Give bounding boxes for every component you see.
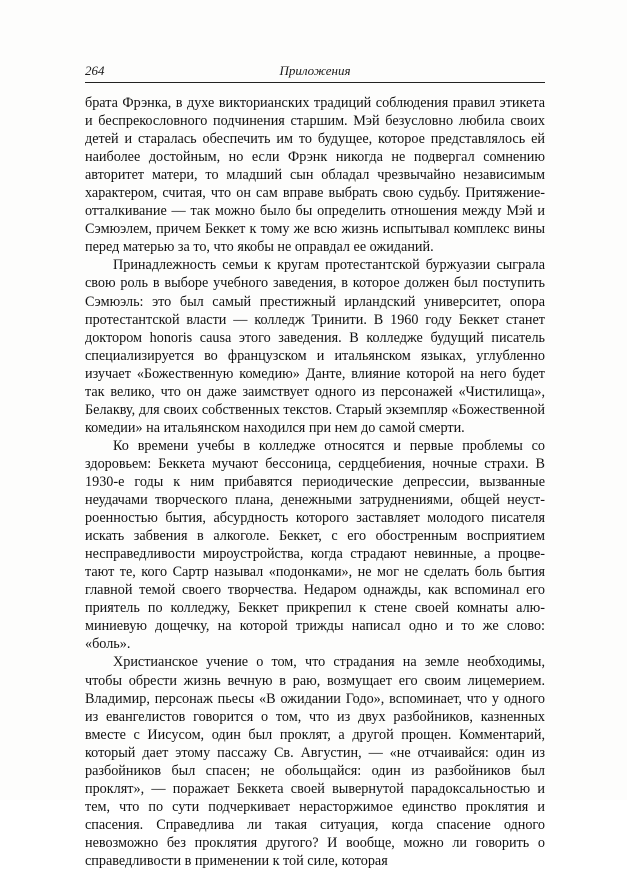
header-rule bbox=[85, 82, 545, 83]
paragraph: брата Фрэнка, в духе викторианских традиций соблюдения правил этикета и беспрекословного подчинения старшим. Мэй безусловно любила своих детей и старалась обеспечить им то будущее, которое представлялось ей наиболее достойным, но если Фрэнк никогда не подвергал сомнению авторитет матери, то младший сын обладал чрезвычайно независимым характером, считая, что он сам вправе выбрать свою судьбу. Притяжение-отталкивание — так можно было бы определить отношения между Мэй и Сэмюэлем, причем Беккет к тому же всю жизнь испытывал комплекс вины перед матерью за то, что якобы не оправдал ее ожиданий. bbox=[85, 95, 545, 256]
page-number: 264 bbox=[85, 63, 105, 78]
body-text bbox=[85, 94, 545, 870]
running-title: Приложения bbox=[279, 63, 351, 78]
paragraph: Христианское учение о том, что страдания на земле необходимы, чтобы обрести жизнь вечную в раю, возмущает его своим лицемерием. Владимир, персонаж пьесы «В ожидании Годо», вспоминает, что у одного из евангелистов говорится о том, что из двух разбойников, казненных вместе с Иисусом, один был проклят, а другой прощен. Комментарий, который дает этому пассажу Св. Августин, — «не отчаивайся: один из разбойников был спасен; не обольщайся: один из разбойников был проклят», — поражает Беккета своей вывернутой парадоксальностью и тем, что по сути подчеркивает нерасторжимое единство проклятия и спасения. Справедлива ли такая ситуация, когда спасение одного невозможно без проклятия другого? И вообще, можно ли говорить о справедливости в применении к той силе, которая bbox=[85, 654, 545, 869]
paragraph: Ко времени учебы в колледже относятся и первые проблемы со здоровьем: Беккета мучают бессоница, сердцебиения, ночные страхи. В 1930-е годы к ним прибавятся периодические депрессии, вызванные неудачами творческого плана, денежными затруднениями, общей неустроенностью бытия, абсурдность которого заставляет молодого писателя искать забвения в алкоголе. Беккет, с его обостренным восприятием несправедливости мироустройства, когда страдают невинные, а процветают те, кого Сартр называл «подонками», не мог не сделать боль бытия главной темой своего творчества. Недаром однажды, как вспоминал его приятель по колледжу, Беккет прикрепил к стене своей комнаты алюминиевую дощечку, на которой трижды написал одно и то же слово: «боль». bbox=[85, 437, 545, 653]
paragraph: Принадлежность семьи к кругам протестантской буржуазии сыграла свою роль в выборе учебного заведения, в которое должен был поступить Сэмюэль: это был самый престижный ирландский университет, опора протестантской власти — колледж Тринити. В 1960 году Беккет станет доктором honoris causa этого заведения. В колледже будущий писатель специализируется во французском и итальянском языках, углубленно изучает «Божественную комедию» Данте, влияние которой на него будет так велико, что он даже заимствует одного из персонажей «Чистилища», Белакву, для своих собственных текстов. Старый экземпляр «Божественной комедии» на итальянском находился при нем до самой смерти. bbox=[85, 257, 545, 436]
page-header bbox=[85, 61, 545, 81]
